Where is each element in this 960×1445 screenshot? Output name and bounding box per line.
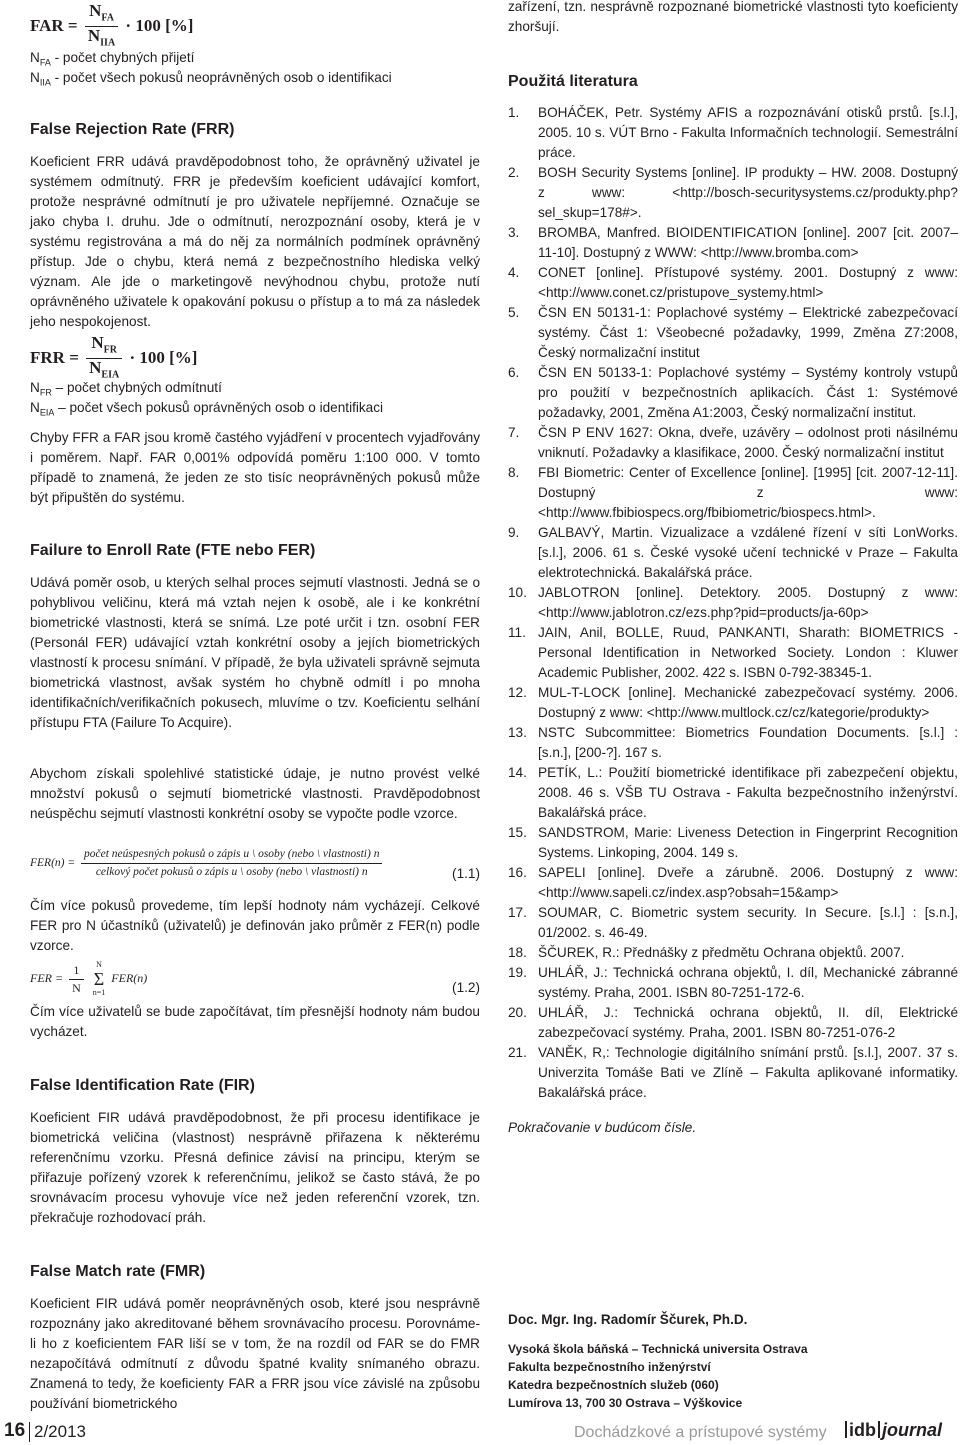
frr-paragraph-1: Koeficient FRR udává pravděpodobnost toho, že oprávněný uživatel je systémem odmítnutý. FRR je především koeficient udávající komfort, protože nesprávné odmítnutí je pro uživatele nepříjemné. Označuje se jako chyba I. druhu. Jde o odmítnutí, nerozpoznání osoby, která je v systému registrována a má do něj za normálních podmínek oprávněný přístup. Jde o chybu, která nemá z bezpečnostního hlediska velký význam. Ale jde o marketingově nevýhodnou chybu, protože nutí oprávněného uživatele k opakování pokusu o přístup a to má za následek jeho nespokojenost. [30,154,480,329]
formula-fraction: $\frac{N_{FA}}{N_{IIA}}$ [85,2,118,52]
fte-paragraph-2: Abychom získali spolehlivé statistické údaje, je nutno provést velké množství pokusů o sejmutí biometrické vlastnosti. Pravděpodobnost neúspěchu sejmutí vlastnosti konkrétní osoby se vypočte podle vzorce. [30,766,480,821]
equation-1-2 [30,960,480,998]
reference-text: JAIN, Anil, BOLLE, Ruud, PANKANTI, Sharath: BIOMETRICS - Personal Identification in Networked Society. London : Kluwer Academic Publisher, 2002. 422 s. ISBN 0-792-38345-1. [538,625,958,680]
reference-number: 19. [508,965,527,980]
left-column [30,0,480,1415]
reference-item [508,863,958,903]
reference-number: 12. [508,685,527,700]
sum-symbol: N Σ n=1 [92,960,106,997]
far-def-2: $N_{IIA}$ - počet všech pokusů neoprávněných osob o identifikaci [30,70,392,88]
reference-number: 1. [508,105,520,120]
continued-text: zařízení, tzn. nesprávně rozpoznané biometrické vlastnosti tyto koeficienty zhoršují. [508,0,958,34]
far-formula [30,2,193,52]
reference-text: ČSN EN 50131-1: Poplachové systémy – Elektrické zabezpečovací systémy. Část 1: Všeobecné požadavky, 1999, Změna Z7:2008, Český normalizační institut [538,305,958,360]
formula-fraction: $\frac{N_{FR}}{N_{EIA}}$ [86,334,122,384]
reference-number: 6. [508,365,520,380]
reference-text: MUL-T-LOCK [online]. Mechanické zabezpečovací systémy. 2006. Dostupný z www: <http://www.multlock.cz/cz/kategorie/produkty> [538,685,958,720]
reference-number: 18. [508,945,527,960]
reference-text: ČSN EN 50133-1: Poplachové systémy – Systémy kontroly vstupů pro použití v bezpečnostních aplikacích. Část 1: Systémové požadavky, 2001, Změna A1:2003, Český normalizační institut. [538,365,958,420]
reference-item [508,763,958,823]
reference-text: SAPELI [online]. Dveře a zárubně. 2006. Dostupný z www: <http://www.sapeli.cz/index.asp?obsah=15&amp> [538,865,958,900]
literature-heading: Použitá literatura [508,73,638,90]
footer-section-title: Dochádzkové a prístupové systémy [574,1424,827,1441]
author-name: Doc. Mgr. Ing. Radomír Ščurek, Ph.D. [508,1312,748,1327]
reference-text: GALBAVÝ, Martin. Vizualizace a vzdálené řízení v síti LonWorks. [s.l.], 2006. 61 s. České vysoké učení technické v Praze – Fakulta elektrotechnická. Bakalářská práce. [538,525,958,580]
reference-item [508,723,958,763]
equation-number: (1.1) [452,866,480,881]
reference-number: 21. [508,1045,527,1060]
frr-def-2: $N_{EIA}$ – počet všech pokusů oprávněných osob o identifikaci [30,400,384,418]
affiliation-line: Katedra bezpečnostních služeb (060) [508,1378,719,1392]
frr-paragraph-2: Chyby FFR a FAR jsou kromě častého vyjádření v procentech vyjadřovány i poměrem. Např. FAR 0,001% odpovídá poměru 1:100 000. V tomto případě to znamená, že jeden ze sto tisíc neoprávněných pokusů může být připuštěn do systému. [30,430,480,505]
reference-item [508,623,958,683]
formula-lhs: FAR = [30,15,78,35]
formula-multiplier: · 100 [%] [129,347,198,367]
reference-number: 8. [508,465,520,480]
reference-item [508,223,958,263]
fmr-paragraph-1: Koeficient FIR udává poměr neoprávněných osob, které jsou nesprávně rozpoznány jako akreditované během srovnávacího procesu. Porovnáme-li ho z koeficientem FAR liší se v tom, že na rozdíl od FAR se do FMR nezapočítává odmítnutí z důvodu špatné kvality snímaného obrazu. Znamená to tedy, že koeficienty FAR a FRR jsou více závislé na způsobu používání biometrického [30,1296,480,1411]
reference-number: 14. [508,765,527,780]
reference-text: BOHÁČEK, Petr. Systémy AFIS a rozpoznávání otisků prstů. [s.l.], 2005. 10 s. VÚT Brno - Fakulta Informačních technologií. Semestrální práce. [538,105,958,160]
reference-number: 3. [508,225,520,240]
reference-text: BOSH Security Systems [online]. IP produkty – HW. 2008. Dostupný z www: <http://bosch-securitysystems.cz/produkty.php?sel_skup=178#>. [538,165,958,220]
reference-number: 15. [508,825,527,840]
reference-text: SOUMAR, C. Biometric system security. In Secure. [s.l.] : [s.n.], 01/2002. s. 46-49. [538,905,958,940]
reference-number: 7. [508,425,520,440]
reference-number: 11. [508,625,526,640]
formula-lhs: FRR = [30,347,79,367]
reference-text: JABLOTRON [online]. Detektory. 2005. Dostupný z www: <http://www.jablotron.cz/ezs.php?pid=products/ja-60p> [538,585,958,620]
fir-paragraph-1: Koeficient FIR udává pravděpodobnost, že při procesu identifikace je biometrická veličina (vlastnost) nesprávně přiřazena k některému referenčnímu vzorku. Přesná definice závisí na principu, kterým se přiřazuje pořízený vzorek k referenčnímu, jelikož se často stává, že po srovnávacím procesu vyhovuje více než jeden referenční vzorek, tzn. překračuje rozhodovací práh. [30,1110,480,1225]
author-affiliation [508,1340,958,1412]
affiliation-line: Vysoká škola báňská – Technická universita Ostrava [508,1342,808,1356]
fmr-heading: False Match rate (FMR) [30,1263,206,1280]
reference-text: BROMBA, Manfred. BIOIDENTIFICATION [online]. 2007 [cit. 2007–11-10]. Dostupný z WWW: <http://www.bromba.com> [538,225,958,260]
reference-item [508,523,958,583]
reference-number: 2. [508,165,520,180]
frr-formula [30,334,197,384]
reference-text: FBI Biometric: Center of Excellence [online]. [1995] [cit. 2007-12-11]. Dostupný z www: <http://www.fbibiospecs.org/fbibiometric/biospecs.html>. [538,465,958,520]
reference-number: 4. [508,265,520,280]
reference-number: 9. [508,525,520,540]
reference-number: 5. [508,305,520,320]
equation-number: (1.2) [452,980,480,995]
page-footer [0,1418,960,1445]
issue-number: 2/2013 [34,1422,86,1441]
fte-paragraph-4: Čím více uživatelů se bude započítávat, tím přesnější hodnoty nám budou vycházet. [30,1004,480,1039]
reference-number: 13. [508,725,527,740]
fte-paragraph-3: Čím více pokusů provedeme, tím lepší hodnoty nám vycházejí. Celkové FER pro N účastníků (uživatelů) je definován jako průměr z FER(n) podle vzorce. [30,898,480,953]
frr-def-1: $N_{FR}$ – počet chybných odmítnutí [30,380,222,398]
reference-text: PETÍK, L.: Použití biometrické identifikace při zabezpečení objektu, 2008. 46 s. VŠB TU Ostrava - Fakulta bezpečnostního inženýrství. Bakalářská práce. [538,765,958,820]
reference-number: 17. [508,905,527,920]
footer-divider [29,1422,30,1442]
reference-item [508,423,958,463]
affiliation-line: Lumírova 13, 700 30 Ostrava – Výškovice [508,1396,743,1410]
fir-heading: False Identification Rate (FIR) [30,1077,255,1094]
page-number: 16 [4,1420,26,1441]
journal-logo: idb journal [843,1420,942,1441]
formula-multiplier: · 100 [%] [125,15,194,35]
reference-text: CONET [online]. Přístupové systémy. 2001. Dostupný z www: <http://www.conet.cz/pristupove_systemy.html> [538,265,958,300]
equation-fraction: $\frac{1}{N}$ [69,962,84,997]
reference-item [508,103,958,163]
reference-item [508,823,958,863]
reference-item [508,463,958,523]
reference-item [508,943,958,963]
reference-item [508,303,958,363]
reference-text: SANDSTROM, Marie: Liveness Detection in Fingerprint Recognition Systems. Linkoping, 2004. 149 s. [538,825,958,860]
reference-number: 10. [508,585,527,600]
reference-item [508,583,958,623]
reference-text: VANĚK, R,: Technologie digitálního snímání prstů. [s.l.], 2007. 37 s. Univerzita Tomáše Bati ve Zlíně – Fakulta aplikované informatiky. Bakalářská práce. [538,1045,958,1100]
reference-text: ŠČUREK, R.: Přednášky z předmětu Ochrana objektů. 2007. [538,945,905,960]
reference-item [508,263,958,303]
continuation-note: Pokračovanie v budúcom čísle. [508,1120,697,1135]
reference-text: UHLÁŘ, J.: Technická ochrana objektů, II. díl, Elektrické zabezpečovací systémy. Praha, 2001. ISBN 80-7251-076-2 [538,1005,958,1040]
equation-lhs: FER = [30,970,64,985]
reference-item [508,363,958,423]
reference-text: ČSN P ENV 1627: Okna, dveře, uzávěry – odolnost proti násilnému vniknutí. Požadavky a klasifikace, 2000. Český normalizační institut [538,425,958,460]
frr-heading: False Rejection Rate (FRR) [30,121,235,138]
reference-list [508,103,958,1103]
equation-lhs: FER(n) = [30,857,76,870]
reference-item [508,1043,958,1103]
reference-item [508,683,958,723]
equation-term: FER(n) [111,970,148,985]
reference-number: 16. [508,865,527,880]
reference-item [508,903,958,943]
reference-item [508,163,958,223]
reference-item [508,1003,958,1043]
equation-1-1 [30,846,480,881]
reference-text: UHLÁŘ, J.: Technická ochrana objektů, I. díl, Mechanické zábranné systémy. Praha, 2001. ISBN 80-7251-172-6. [538,965,958,1000]
reference-item [508,963,958,1003]
affiliation-line: Fakulta bezpečnostního inženýrství [508,1360,711,1374]
reference-number: 20. [508,1005,527,1020]
fte-paragraph-1: Udává poměr osob, u kterých selhal proces sejmutí vlastnosti. Jedná se o pohyblivou veličinu, která má vztah nejen k osobě, ale i ke konkrétní biometrické vlastnosti, která se snímá. Lze poté určit i tzn. osobní FER (Personál FER) udávající vztah konkrétní osoby a jejích biometrických vlastností k procesu snímání. V případě, že byla uživateli správně sejmuta biometrická vlastnost, avšak systém ho chybně odmítl i po mnoha identifikačních/verifikačních pokusech, mluvíme o tzv. Koeficientu selhání přístupu FTA (Failure To Acquire). [30,575,480,730]
fte-heading: Failure to Enroll Rate (FTE nebo FER) [30,542,316,559]
right-column [508,0,958,1415]
equation-fraction: počet neúspesných pokusů o zápis u \ osoby (nebo \ vlastnosti) n celkový počet pokusů o zápis u \ osoby (nebo \ vlastnosti) n [81,846,382,881]
reference-text: NSTC Subcommittee: Biometrics Foundation Documents. [s.l.] : [s.n.], [200-?]. 167 s. [538,725,958,760]
far-def-1: $N_{FA}$ - počet chybných přijetí [30,50,195,68]
